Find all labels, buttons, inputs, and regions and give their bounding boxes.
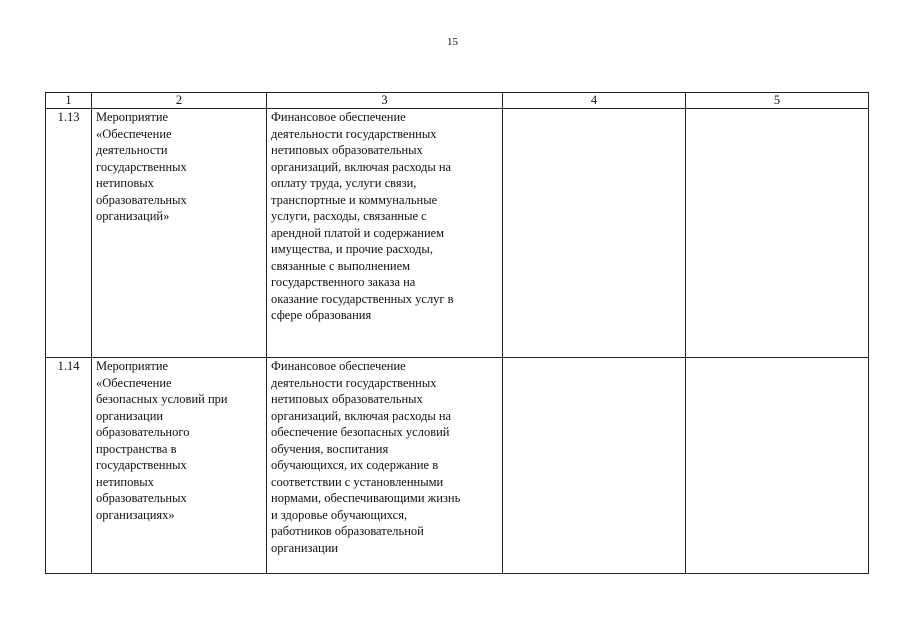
page-number: 15	[447, 36, 458, 48]
cell-col-4	[503, 358, 686, 574]
header-col-1: 1	[46, 93, 92, 109]
event-description: Финансовое обеспечение деятельности государственных нетиповых образовательных организаций, включая расходы на оплату труда, услуги связи, транспортные и коммунальные услуги, расходы, связанные с арендной платой и содержанием имущества, и прочие расходы, связанные с выполнением государственного заказа на оказание государственных услуг в сфере образования	[267, 109, 503, 358]
table-row	[46, 109, 869, 358]
cell-col-5	[686, 109, 869, 358]
header-col-5: 5	[686, 93, 869, 109]
cell-col-5	[686, 358, 869, 574]
table-row	[46, 358, 869, 574]
header-col-2: 2	[92, 93, 267, 109]
row-number: 1.13	[46, 109, 92, 358]
event-name: Мероприятие «Обеспечение деятельности государственных нетиповых образовательных организаций»	[92, 109, 267, 358]
row-number: 1.14	[46, 358, 92, 574]
header-col-4: 4	[503, 93, 686, 109]
cell-col-4	[503, 109, 686, 358]
measures-table	[45, 92, 869, 574]
event-name: Мероприятие «Обеспечение безопасных условий при организации образовательного пространства в государственных нетиповых образовательных организациях»	[92, 358, 267, 574]
event-description: Финансовое обеспечение деятельности государственных нетиповых образовательных организаций, включая расходы на обеспечение безопасных условий обучения, воспитания обучающихся, их содержание в соответствии с установленными нормами, обеспечивающими жизнь и здоровье обучающихся, работников образовательной организации	[267, 358, 503, 574]
header-row	[46, 93, 869, 109]
header-col-3: 3	[267, 93, 503, 109]
